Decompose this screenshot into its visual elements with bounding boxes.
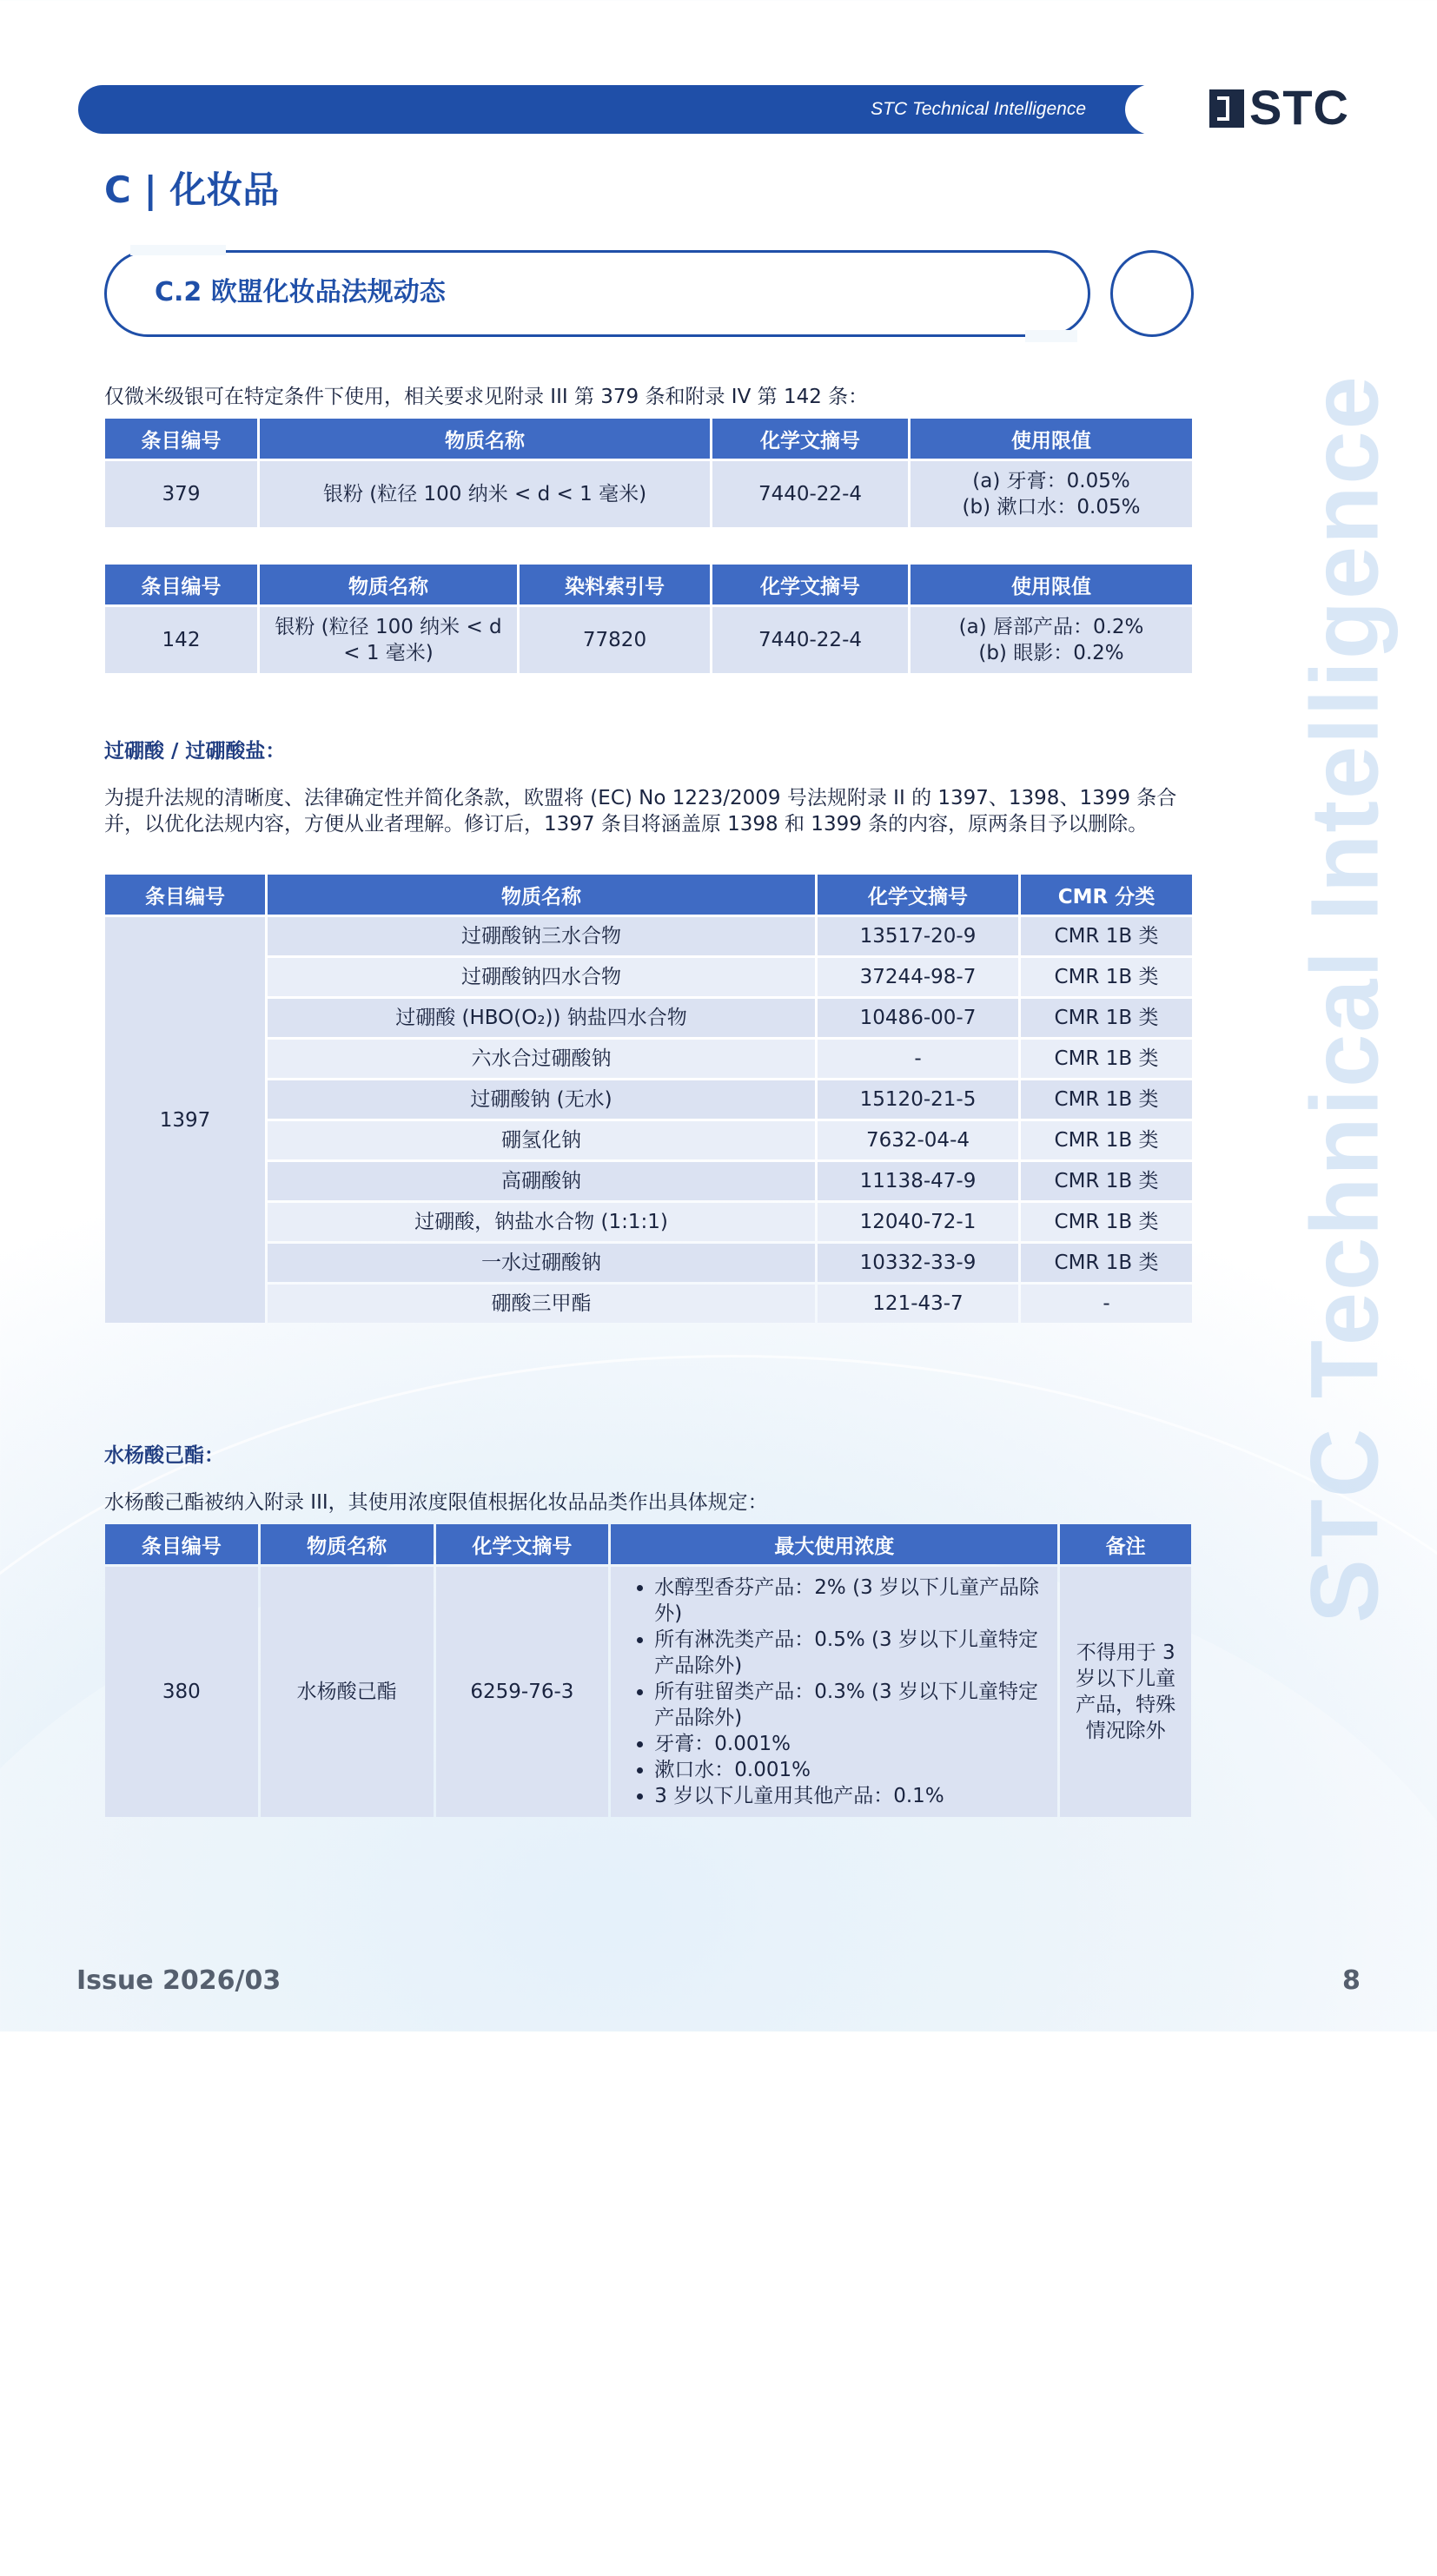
cas-cell: 15120-21-5	[818, 1080, 1018, 1119]
frame-gap	[1025, 330, 1077, 342]
col-header: 条目编号	[105, 565, 257, 604]
table-row	[105, 607, 1192, 673]
limit-cell	[911, 607, 1192, 673]
limit-line: (a) 唇部产品：0.2%	[958, 616, 1144, 638]
table-row	[105, 999, 1192, 1037]
cmr-cell: CMR 1B 类	[1021, 958, 1192, 996]
table-row	[105, 958, 1192, 996]
cmr-cell: CMR 1B 类	[1021, 1162, 1192, 1200]
cmr-cell: CMR 1B 类	[1021, 1080, 1192, 1119]
table-row	[105, 1040, 1192, 1078]
col-header: 化学文摘号	[818, 875, 1018, 915]
stc-logo-icon	[1209, 89, 1244, 128]
cmr-cell: CMR 1B 类	[1021, 1244, 1192, 1282]
col-header: 物质名称	[260, 419, 710, 459]
table-header-row	[105, 1524, 1191, 1564]
limit-cell	[911, 461, 1192, 527]
hexyl-paragraph: 水杨酸己酯被纳入附录 III，其使用浓度限值根据化妆品品类作出具体规定：	[104, 1491, 768, 1514]
cmr-cell: CMR 1B 类	[1021, 1040, 1192, 1078]
cas-cell: 7440-22-4	[712, 607, 908, 673]
cas-cell: 12040-72-1	[818, 1203, 1018, 1241]
cas-cell: 6259-76-3	[436, 1567, 609, 1817]
col-header: 条目编号	[105, 1524, 258, 1564]
subsection-title: C.2 欧盟化妆品法规动态	[155, 277, 446, 307]
entry-cell: 380	[105, 1567, 258, 1817]
table-row	[105, 1244, 1192, 1282]
col-header: CMR 分类	[1021, 875, 1192, 915]
limit-line: (b) 眼影：0.2%	[978, 642, 1124, 664]
substance-cell: 六水合过硼酸钠	[268, 1040, 815, 1078]
table-row	[105, 1203, 1192, 1241]
silver-intro: 仅微米级银可在特定条件下使用，相关要求见附录 III 第 379 条和附录 IV 第 142 条：	[104, 386, 869, 408]
table-row	[105, 461, 1192, 527]
col-header: 使用限值	[911, 565, 1192, 604]
col-header: 最大使用浓度	[611, 1524, 1057, 1564]
substance-cell: 过硼酸 (HBO(O₂)) 钠盐四水合物	[268, 999, 815, 1037]
table-header-row	[105, 565, 1192, 604]
substance-cell: 水杨酸己酯	[261, 1567, 434, 1817]
cas-cell: 7632-04-4	[818, 1121, 1018, 1159]
cmr-cell: CMR 1B 类	[1021, 999, 1192, 1037]
cmr-cell: CMR 1B 类	[1021, 1203, 1192, 1241]
col-header: 染料索引号	[520, 565, 710, 604]
ci-cell: 77820	[520, 607, 710, 673]
perborate-label: 过硼酸 / 过硼酸盐：	[104, 740, 286, 763]
limit-line: (a) 牙膏：0.05%	[972, 470, 1130, 492]
entry-cell: 379	[105, 461, 257, 527]
cas-cell: 7440-22-4	[712, 461, 908, 527]
table-row	[105, 917, 1192, 955]
frame-gap	[130, 245, 226, 255]
col-header: 物质名称	[260, 565, 517, 604]
limits-cell	[611, 1567, 1057, 1817]
cmr-cell: CMR 1B 类	[1021, 1121, 1192, 1159]
col-header: 化学文摘号	[712, 565, 908, 604]
substance-cell: 硼氢化钠	[268, 1121, 815, 1159]
entry-cell: 142	[105, 607, 257, 673]
substance-cell: 高硼酸钠	[268, 1162, 815, 1200]
table-row	[105, 1162, 1192, 1200]
cmr-cell: CMR 1B 类	[1021, 917, 1192, 955]
silver-annex-iv-table	[103, 562, 1195, 676]
cas-cell: 13517-20-9	[818, 917, 1018, 955]
table-header-row	[105, 419, 1192, 459]
perborate-table	[103, 872, 1195, 1325]
stc-logo-text: STC	[1249, 80, 1349, 135]
substance-cell: 一水过硼酸钠	[268, 1244, 815, 1282]
list-item: • 牙膏：0.001%	[654, 1731, 1050, 1757]
col-header: 化学文摘号	[436, 1524, 609, 1564]
cmr-cell: -	[1021, 1285, 1192, 1323]
col-header: 条目编号	[105, 875, 265, 915]
hexyl-label: 水杨酸己酯：	[104, 1444, 224, 1467]
col-header: 使用限值	[911, 419, 1192, 459]
substance-cell: 过硼酸钠四水合物	[268, 958, 815, 996]
substance-cell: 银粉 (粒径 100 纳米 < d < 1 毫米)	[260, 607, 517, 673]
list-item: • 漱口水：0.001%	[654, 1757, 1050, 1783]
limit-line: (b) 漱口水：0.05%	[962, 496, 1141, 519]
header-bar-notch	[1125, 83, 1186, 135]
table-row	[105, 1080, 1192, 1119]
entry-cell: 1397	[105, 917, 265, 1323]
table-row	[105, 1285, 1192, 1323]
hexyl-salicylate-table	[103, 1522, 1194, 1820]
col-header: 物质名称	[261, 1524, 434, 1564]
substance-cell: 硼酸三甲酯	[268, 1285, 815, 1323]
cas-cell: 11138-47-9	[818, 1162, 1018, 1200]
list-item: • 所有驻留类产品：0.3% (3 岁以下儿童特定产品除外)	[654, 1679, 1050, 1731]
substance-cell: 过硼酸钠 (无水)	[268, 1080, 815, 1119]
table-header-row	[105, 875, 1192, 915]
col-header: 物质名称	[268, 875, 815, 915]
col-header: 化学文摘号	[712, 419, 908, 459]
substance-cell: 银粉 (粒径 100 纳米 < d < 1 毫米)	[260, 461, 710, 527]
section-title: C | 化妆品	[104, 168, 280, 211]
cas-cell: 37244-98-7	[818, 958, 1018, 996]
cas-cell: -	[818, 1040, 1018, 1078]
table-row	[105, 1121, 1192, 1159]
remark-cell: 不得用于 3 岁以下儿童产品，特殊情况除外	[1060, 1567, 1191, 1817]
list-item: • 所有淋洗类产品：0.5% (3 岁以下儿童特定产品除外)	[654, 1627, 1050, 1679]
substance-cell: 过硼酸，钠盐水合物 (1:1:1)	[268, 1203, 815, 1241]
substance-cell: 过硼酸钠三水合物	[268, 917, 815, 955]
list-item: • 水醇型香芬产品：2% (3 岁以下儿童产品除外)	[654, 1575, 1050, 1627]
cas-cell: 10332-33-9	[818, 1244, 1018, 1282]
list-item: • 3 岁以下儿童用其他产品：0.1%	[654, 1783, 1050, 1809]
decorative-circle	[1110, 250, 1194, 337]
perborate-paragraph: 为提升法规的清晰度、法律确定性并简化条款，欧盟将 (EC) No 1223/2009 号法规附录 II 的 1397、1398、1399 条合并，以优化法规内容，方便从业者理解。修订后，1397 条目将涵盖原 1398 和 1399 条的内容，原两条目予以删除。	[104, 787, 1177, 836]
table-row	[105, 1567, 1191, 1817]
col-header: 备注	[1060, 1524, 1191, 1564]
cas-cell: 121-43-7	[818, 1285, 1018, 1323]
side-watermark: STC Technical Intelligence	[1291, 374, 1399, 1623]
cas-cell: 10486-00-7	[818, 999, 1018, 1037]
limits-list	[618, 1575, 1050, 1809]
header-tagline: STC Technical Intelligence	[871, 99, 1086, 119]
silver-annex-iii-table	[103, 416, 1195, 530]
page-number: 8	[1342, 1965, 1361, 1996]
issue-number: Issue 2026/03	[76, 1965, 281, 1996]
col-header: 条目编号	[105, 419, 257, 459]
